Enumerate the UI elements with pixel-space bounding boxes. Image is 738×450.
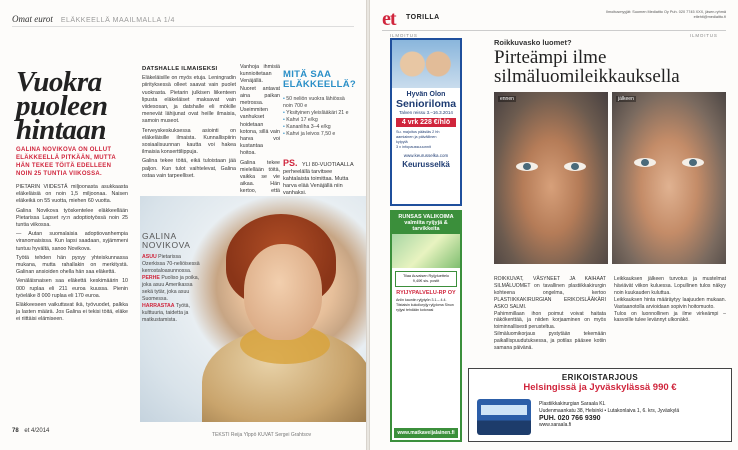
paragraph: PIETARIN VIIDESTÄ miljoonasta asukkaasta eläkeläisiä on noin 1,5 miljoonaa. Naisen eläkeikä on 55 vuotta, miehen 60 vuotta. [16,184,128,205]
photo-face [244,244,322,340]
clinic-name: Plastiikkakirurgian Saraala KL [539,401,606,407]
list-item: Su. majoitus pääsiäs 2 hh [396,130,440,134]
list-item: • Kahvi 17 e/kg [283,117,353,124]
paragraph: Galina tekee töitä, eikä tuloistaan jää paljon. Kun tulot vaihtelevat, Galina ostaa vain tarpeelliset. [142,158,236,179]
right-page [370,0,738,450]
issue-label: et 4/2014 [24,428,50,434]
after-photo [612,92,726,264]
ad-title: RUNSAS VALIKOIMA valmiita ryijyjä & tarvikkeita [392,212,460,234]
paragraph: Terveyskeskuksessa asiointi on eläkeläisille ilmaista. Kunnallispiirin sosiaalisuunnan kautta voi hakea ilmaisia konserttilippuja. [142,127,236,156]
photo-tag: jälkeen [618,96,634,102]
clinic-phone: PUH. 020 766 9390 [539,415,601,422]
caption-row: PERHE Puoliso ja poika, joka asuu Amerikassa sekä tytär, joka asuu Suomessa. [142,275,200,302]
article-lede: GALINA NOVIKOVA ON OLLUT ELÄKKEELLÄ PITKÄÄN, MUTTA HÄN TEKEE TÖITÄ EDELLEEN NOIN 25 TUNTIA VIIKOSSA. [16,147,116,177]
page-footer [12,428,49,434]
header-rule [382,30,726,31]
eye-shape [634,158,656,167]
paragraph: Eläkeläisille on myös etuja. Leningradin piirityksessä olleet saavat vain puolet vuokrasta. Pietarin julkisen liikenteen lipusta eläkeläiset maksavat vain viidesosan, ja datshalle eli mökille menevät lähijunat ovat heille ilmaisia, samoin museot. [142,75,236,125]
ad-offer-box: Tilaa Auvaisen Ryijyluettelo 9,40€ sis. postit [395,271,457,287]
ad-website: www.matkaveijalainen.fi [394,428,458,438]
senioriloma-ad [390,38,462,206]
page-number: 78 [12,428,19,434]
ad-title-line: Hyvän Olon [406,91,446,98]
paragraph: Silmäluomikorjaus pystytään tekemään paikallispuudutuksessa, ja potilas pääsee kotiin samana päivänä. [494,331,606,352]
ad-price: 4 vrk 228 €/hlö [396,118,456,127]
paragraph: Galina Novikova työskentelee eläkkeellään Pietarissa Lapset ry:n adoptiotyössä noin 25 tuntia viikossa. [16,207,128,229]
caption-name: GALINA NOVIKOVA [142,231,191,250]
paragraph: Pahimmillaan ihon poimut voivat haitata näkökenttää, ja niiden korjaaminen on myös toiminnallisesti perusteltua. [494,310,606,331]
sidebar-list [283,96,353,138]
left-page [0,0,366,450]
section-title: TORILLA [406,14,440,21]
clinic-image [477,399,531,435]
list-item: kylpylä [396,140,408,144]
ad-image [392,234,460,268]
offer-title: ERIKOISTARJOUS [561,373,639,382]
ps-text: YLI 80-VUOTIAALLA perheelällä tarvitsee kahtalaista toimittaa. Mutta harva elää Venäjällä niin vanhaksi. [283,162,354,196]
ad-label: ILMOITUS [690,33,718,38]
paragraph: Työtä tehden hän pysyy yhteiskunnassa mukana, mutta rahallakin on merkitystä. Galinan ansioiden ohella hän saa eläkettä. [16,254,128,276]
photo-caption [142,232,204,324]
article-headline: Vuokra puoleen hintaan [16,66,108,146]
paragraph: Vanhoja ihmisiä kunnioitetaan Venäjällä. Nuoret antavat aina paikan metrossa. Useimmiten vanhukset hoidetaan kotona, sillä vain harva voi kustantaa hoitoa. [240,64,280,157]
ad-title: Senioriloma [395,98,457,110]
offer-price: Helsingissä ja Jyväskylässä 990 € [523,382,677,393]
list-item: • Yksityinen yleislääkäri 21 e [283,110,353,117]
caption-row: HARRASTAA Työtä, kulttuuria, taidetta ja matkustamista. [142,303,190,323]
ps-mark: PS. [283,158,298,168]
body-column-2 [142,64,236,182]
ad-website: www.keurusselka.com [403,153,449,158]
sidebar-title: MITÄ SAA ELÄKKEELLÄ? [283,69,356,90]
advertising-contact: Ilmoitusmyyjät: Suomen Mediaitto Oy Puh. 020 7745 XXX, jäsen.ryhmä etlehti@mediaitto.fi [606,10,726,19]
section-name: Omat eurot [12,14,53,24]
ad-list [392,130,460,150]
section-subtitle: ELÄKKEELLÄ MAAILMALLA 1/4 [60,17,175,24]
paragraph: Tulos on luonnollinen ja ilme virkeämpi – kasvoille tulee levännyt ulkonäkö. [614,310,726,324]
paragraph: Galina tekee mielellään töitä, vaikka se vie aikaa. Hän kertoo, että [240,159,280,195]
magazine-logo: et [382,8,396,30]
caption-row: ASUU Pietarissa Ozerkissa 70-neliöisessä kerrostaloasunnossa. [142,254,200,274]
special-offer-box [468,368,732,442]
before-after-photos [494,92,726,264]
article-kicker: Roikkuvasko luomet? [494,38,572,47]
ad-label: ILMOITUS [390,33,418,38]
subheading: DATSHALLE ILMAISEKSI [142,66,218,72]
ad-text-column-2 [614,276,726,324]
eye-shape [682,158,704,167]
clinic-info [539,401,679,429]
paragraph: Leikkauksen hinta määräytyy laajuuden mukaan. Vastaanotolla arvioidaan sopivin hoitomuoto. [614,296,726,310]
list-item: 3 x infopaussuuunnit [396,145,431,149]
paragraph: Venäläisnaisen saa eläkettä keskimäärin 10 000 ruplaa eli 211 euroa kuussa. Pienin työeläke 8 000 ruplaa eli 170 euroa. [16,278,128,299]
ad-company: RYIJYPALVELU-RP OY [396,290,456,296]
eye-shape [564,162,586,171]
list-item: aamiainen ja päivällinen [396,135,437,139]
header-rule [12,26,354,27]
photo-credit: TEKSTI Reija Ylppö KUVAT Sergei Grahtsov [212,432,312,438]
list-item: • Kahvi ja leivos 7,50 e [283,131,353,138]
article-headline: Pirteämpi ilme silmäluomileikkauksella [494,47,680,87]
ad-text-column-1 [494,276,606,352]
ad-photo [392,40,460,88]
page-header [382,8,726,28]
before-photo [494,92,608,264]
paragraph: ROIKKUVAT, VÄSYNEET JA KAIHAAT SILMÄLUOMET on tavallinen plastiikkakirurgin kohteena ongelma, kertoo PLASTIIKKAKIRURGIAN ERIKOISLÄÄKÄRI ASKO SALMI. [494,276,606,310]
ad-brand: Keurusselkä [402,160,450,169]
paragraph: — Autan suomalaisia adoptiovanhempia viranomaisissa. Kun lapsi saadaan, syjämmeni tuntuu hyvältä, sanoo Novikova. [16,231,128,252]
ryijy-ad [390,210,462,442]
page-header [12,14,175,24]
list-item: • Kananliha 3–4 e/kg [283,124,353,131]
clinic-address: Uudenmaankatu 38, Helsinki • Lutakonlaiva 1, 6. krs, Jyväskylä [539,408,680,414]
ad-dates: Talven reissu 3.–16.3.2014 [399,110,453,115]
clinic-website: www.saraala.fi [539,422,572,428]
eye-shape [516,162,538,171]
photo-tag: ennen [500,96,514,102]
postscript [283,160,355,197]
body-column-1 [16,184,128,326]
paragraph: Leikkauksen jälkeen turvotus ja mustelmat häviävät viikon kuluessa. Lopullinen tulos näkyy noin kuukauden kuluttua. [614,276,726,296]
paragraph: Eläkkeeseen vaikuttavat ikä, työvuodet, palkka ja lasten määrä. Jos Galina ei tekisi töitä, eläke ei riittäisi elämiseen. [16,302,128,323]
ad-details: Anlin kauniin ryijytyön 3.1.– 4.4. Tiistaisin kukoiluryijy ryijyloma Sinun ryijysi tehdään kotonasi [396,298,454,312]
list-item: • 50 neliön vuokra lähiössä noin 700 e [283,96,353,110]
pension-sidebar [283,69,356,138]
